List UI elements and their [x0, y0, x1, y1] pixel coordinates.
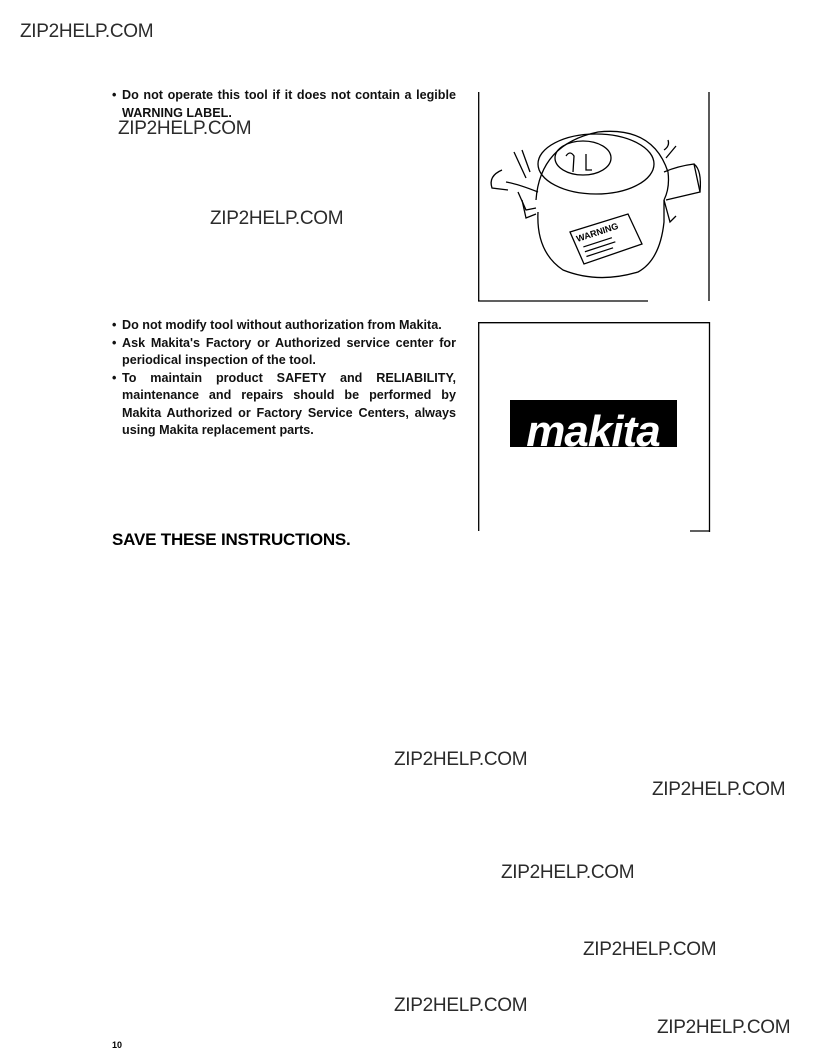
watermark: ZIP2HELP.COM [501, 862, 635, 883]
service-instructions [112, 317, 456, 440]
watermark: ZIP2HELP.COM [20, 21, 154, 42]
warning-label-instructions [112, 87, 456, 122]
watermark: ZIP2HELP.COM [657, 1017, 791, 1038]
bullet-item: • Do not modify tool without authorization from Makita. [112, 317, 456, 335]
watermark: ZIP2HELP.COM [394, 749, 528, 770]
watermark: ZIP2HELP.COM [652, 779, 786, 800]
watermark: ZIP2HELP.COM [118, 118, 252, 139]
bullet-item: • Do not operate this tool if it does not contain a legible WARNING LABEL. [112, 87, 456, 122]
bullet-item: • To maintain product SAFETY and RELIABILITY, maintenance and repairs should be performed by Makita Authorized or Factory Service Centers, always using Makita replacement parts. [112, 370, 456, 440]
warning-plate-text: WARNING [575, 220, 620, 244]
page-number: 10 [112, 1040, 123, 1050]
tool-warning-label-illustration [478, 92, 712, 304]
watermark: ZIP2HELP.COM [210, 208, 344, 229]
makita-logo [510, 400, 677, 456]
watermark: ZIP2HELP.COM [583, 939, 717, 960]
bullet-item: • Ask Makita's Factory or Authorized service center for periodical inspection of the tool. [112, 335, 456, 370]
watermark: ZIP2HELP.COM [394, 995, 528, 1016]
logo-text: makita [526, 407, 660, 456]
makita-logo-figure [478, 322, 712, 534]
save-instructions-heading: SAVE THESE INSTRUCTIONS. [112, 530, 351, 549]
